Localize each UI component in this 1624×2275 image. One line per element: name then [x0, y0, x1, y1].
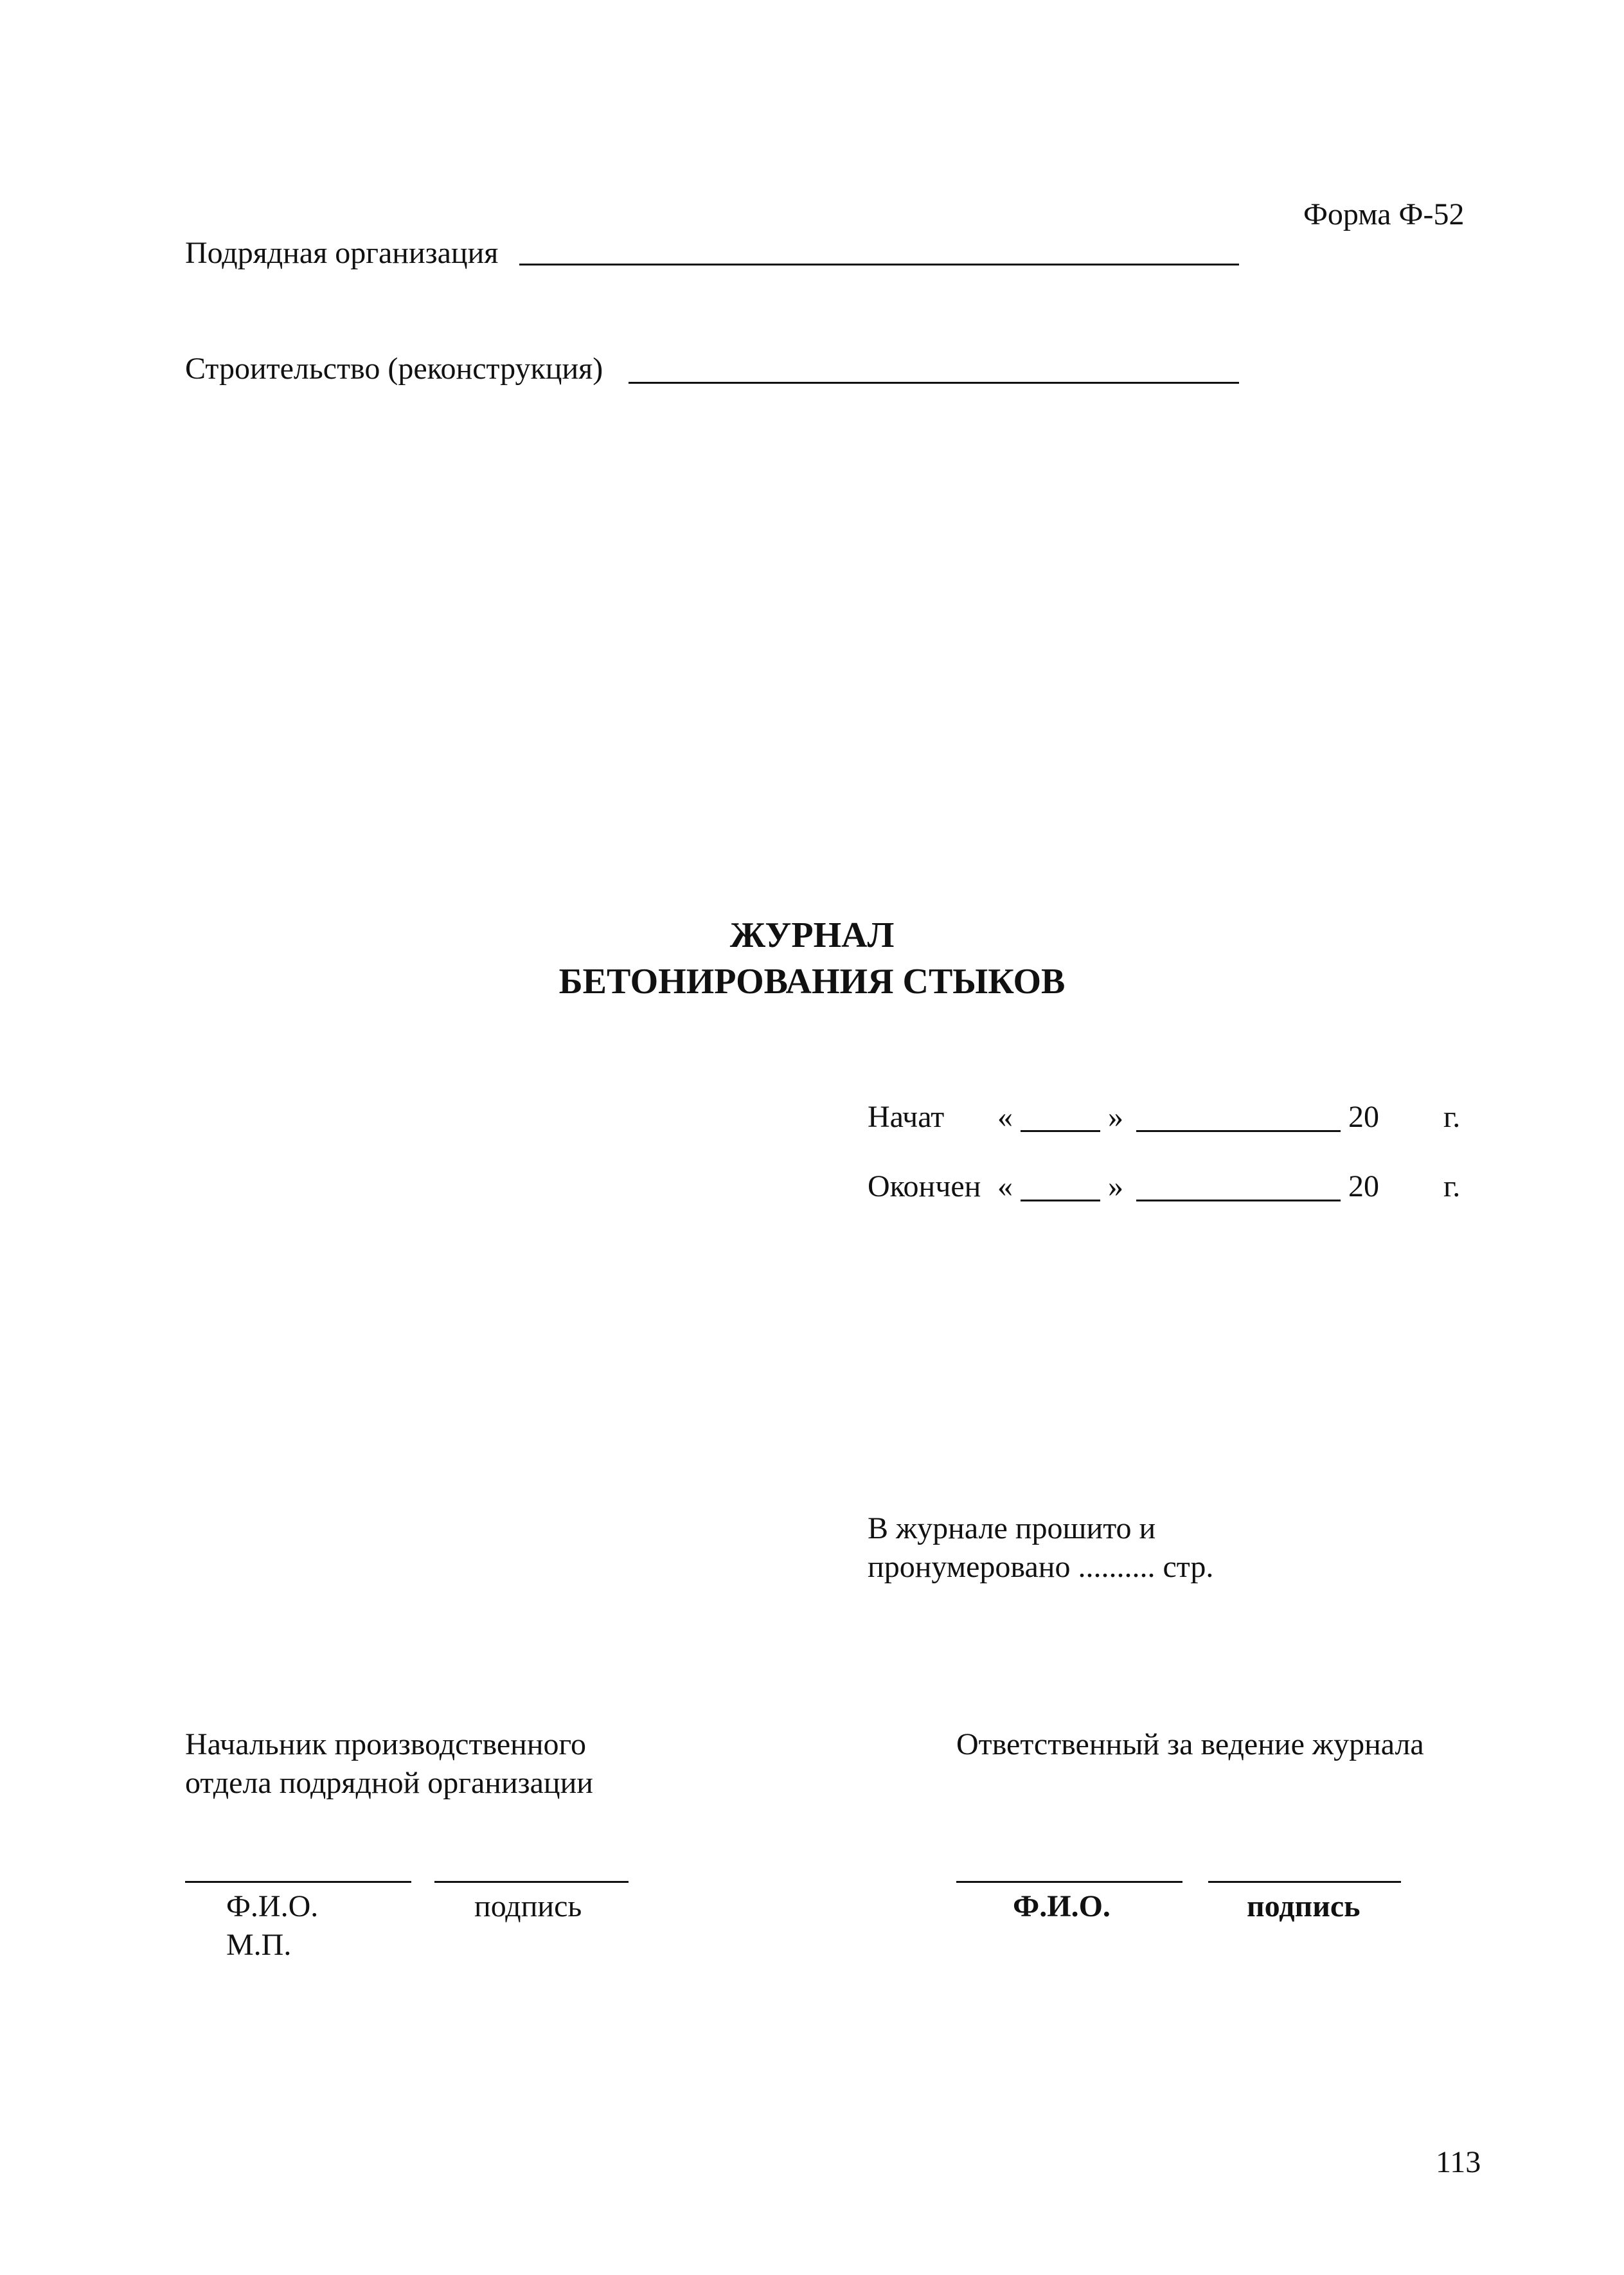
started-day-input-line[interactable] — [1021, 1130, 1100, 1132]
contractor-input-line[interactable] — [519, 264, 1239, 265]
finished-year-suffix: г. — [1443, 1169, 1461, 1203]
right-signature-input-line[interactable] — [1208, 1881, 1401, 1883]
binding-note-line2: пронумеровано .......... стр. — [868, 1550, 1214, 1584]
page-number: 113 — [1436, 2145, 1481, 2179]
left-fio-label: Ф.И.О. — [226, 1889, 319, 1923]
started-month-input-line[interactable] — [1136, 1130, 1341, 1132]
started-open-quote: « — [997, 1100, 1013, 1134]
finished-century: 20 — [1348, 1169, 1379, 1203]
finished-close-quote: » — [1108, 1169, 1123, 1203]
started-close-quote: » — [1108, 1100, 1123, 1134]
right-signature-label: подпись — [1247, 1889, 1361, 1923]
finished-open-quote: « — [997, 1169, 1013, 1203]
finished-day-input-line[interactable] — [1021, 1200, 1100, 1201]
contractor-label: Подрядная организация — [185, 236, 499, 270]
finished-month-input-line[interactable] — [1136, 1200, 1341, 1201]
stamp-label: М.П. — [226, 1928, 292, 1962]
right-fio-label: Ф.И.О. — [1013, 1889, 1111, 1923]
left-signature-input-line[interactable] — [434, 1881, 629, 1883]
right-signer-title: Ответственный за ведение журнала — [956, 1727, 1424, 1761]
right-fio-input-line[interactable] — [956, 1881, 1182, 1883]
construction-input-line[interactable] — [629, 382, 1239, 384]
left-signer-title-line1: Начальник производственного — [185, 1727, 586, 1761]
journal-subtitle: БЕТОНИРОВАНИЯ СТЫКОВ — [558, 962, 1066, 1002]
finished-label: Окончен — [868, 1169, 981, 1203]
started-century: 20 — [1348, 1100, 1379, 1134]
left-signature-label: подпись — [474, 1889, 582, 1923]
journal-title: ЖУРНАЛ — [729, 915, 895, 955]
form-code: Форма Ф-52 — [1303, 197, 1465, 231]
left-signer-title-line2: отдела подрядной организации — [185, 1766, 593, 1800]
construction-label: Строительство (реконструкция) — [185, 352, 603, 386]
started-year-suffix: г. — [1443, 1100, 1461, 1134]
left-fio-input-line[interactable] — [185, 1881, 411, 1883]
binding-note-line1: В журнале прошито и — [868, 1511, 1156, 1545]
started-label: Начат — [868, 1100, 945, 1134]
